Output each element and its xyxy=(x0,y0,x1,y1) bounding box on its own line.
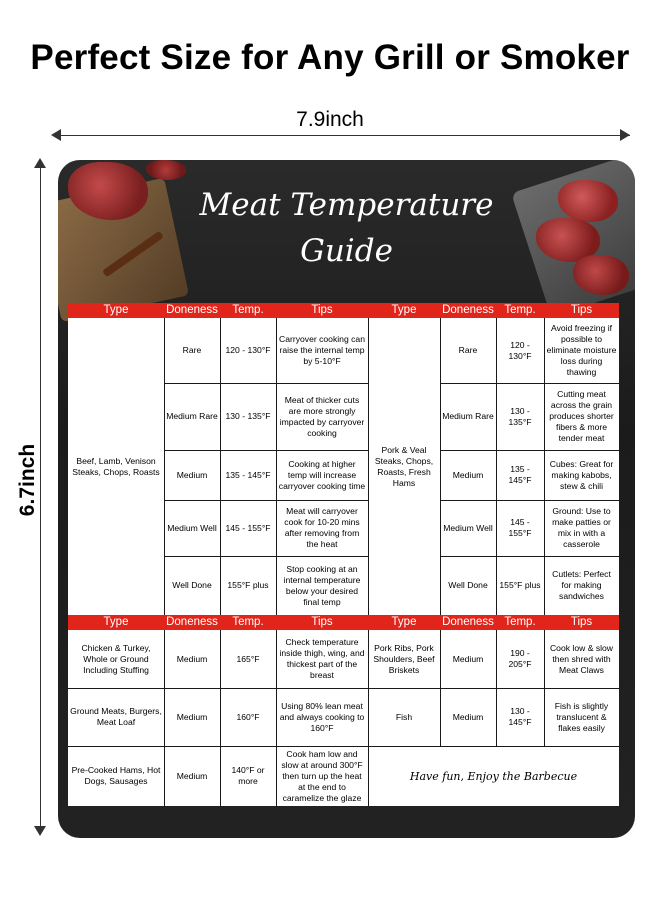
header-tips: Tips xyxy=(276,303,368,318)
tips-cell: Fish is slightly translucent & flakes easily xyxy=(554,700,609,733)
grid-line xyxy=(496,318,497,615)
tips-cell: Ground: Use to make patties or mix in with a casserole xyxy=(552,506,611,549)
header-temp: Temp. xyxy=(220,303,276,318)
grid-line xyxy=(164,500,368,501)
width-label: 7.9inch xyxy=(296,108,364,131)
doneness-cell: Rare xyxy=(458,345,478,355)
doneness-cell: Medium Well xyxy=(167,522,217,533)
grid-line xyxy=(164,450,368,451)
grid-line xyxy=(164,556,368,557)
temp-cell: 135 - 145°F xyxy=(508,464,532,485)
doneness-cell: Medium xyxy=(176,770,208,781)
header-temp: Temp. xyxy=(496,615,544,630)
grid-line xyxy=(220,318,221,615)
temp-cell: 130 - 135°F xyxy=(225,411,271,421)
tips-cell: Cooking at higher temp will increase carryover cooking time xyxy=(278,458,366,491)
tips-cell: Meat will carryover cook for 10-20 mins after removing from the heat xyxy=(284,506,360,549)
type-cell: Beef, Lamb, Venison Steaks, Chops, Roasts xyxy=(72,455,160,477)
doneness-cell: Well Done xyxy=(172,580,212,590)
temperature-table xyxy=(68,303,619,806)
grid-line xyxy=(276,318,277,615)
temp-cell: 130 - 135°F xyxy=(508,405,532,427)
arrow-left-icon xyxy=(51,129,61,141)
tips-cell: Carryover cooking can raise the internal temp by 5-10°F xyxy=(279,334,365,366)
grid-line xyxy=(368,630,369,806)
type-cell: Pre-Cooked Hams, Hot Dogs, Sausages xyxy=(71,765,161,786)
tips-cell: Cutting meat across the grain produces shorter fibers & more tender meat xyxy=(549,389,614,443)
header-type: Type xyxy=(68,615,164,630)
arrow-right-icon xyxy=(620,129,630,141)
header-temp: Temp. xyxy=(496,303,544,318)
tips-cell: Cutlets: Perfect for making sandwiches xyxy=(552,569,611,601)
grid-line xyxy=(164,630,165,806)
grid-line xyxy=(440,318,441,615)
header-tips: Tips xyxy=(544,615,619,630)
grid-line xyxy=(496,630,497,746)
arrow-down-icon xyxy=(34,826,46,836)
header-doneness: Doneness xyxy=(440,615,496,630)
grid-line xyxy=(440,383,619,384)
temp-cell: 155°F plus xyxy=(499,580,541,590)
header-type: Type xyxy=(368,303,440,318)
tips-cell: Meat of thicker cuts are more strongly impacted by carryover cooking xyxy=(279,394,365,438)
doneness-cell: Rare xyxy=(182,345,202,355)
doneness-cell: Medium Rare xyxy=(442,411,494,421)
doneness-cell: Well Done xyxy=(448,580,488,590)
temp-cell: 145 - 155°F xyxy=(508,517,532,538)
grid-line xyxy=(440,556,619,557)
grid-line xyxy=(440,630,441,746)
doneness-cell: Medium Rare xyxy=(166,411,218,421)
steak-image xyxy=(146,160,186,180)
tips-cell: Using 80% lean meat and always cooking to 160°F xyxy=(279,700,365,733)
header-doneness: Doneness xyxy=(164,615,220,630)
doneness-cell: Medium xyxy=(176,469,208,480)
header-doneness: Doneness xyxy=(440,303,496,318)
tips-cell: Cook ham low and slow at around 300°F then turn up the heat at the end to caramelize the glaze xyxy=(281,748,363,803)
height-label: 6.7inch xyxy=(16,443,39,517)
grid-line xyxy=(220,630,221,806)
tips-cell: Stop cooking at an internal temperature below your desired final temp xyxy=(283,563,361,607)
grid-line xyxy=(164,318,165,615)
headline: Perfect Size for Any Grill or Smoker xyxy=(30,38,630,77)
grid-line xyxy=(68,688,619,689)
temp-cell: 190 - 205°F xyxy=(508,648,532,669)
grid-line xyxy=(544,318,545,615)
grid-line xyxy=(440,450,619,451)
doneness-cell: Medium xyxy=(452,469,484,480)
height-dimension-line xyxy=(40,162,41,834)
header-type: Type xyxy=(68,303,164,318)
temp-cell: 160°F xyxy=(236,711,260,722)
board-title-line1: Meat Temperature xyxy=(199,187,494,223)
tips-cell: Cubes: Great for making kabobs, stew & chili xyxy=(549,458,614,491)
header-temp: Temp. xyxy=(220,615,276,630)
tips-cell: Cook low & slow then shred with Meat Claws xyxy=(549,642,614,675)
doneness-cell: Medium xyxy=(452,711,484,722)
temp-cell: 120 - 130°F xyxy=(508,339,532,361)
temp-cell: 135 - 145°F xyxy=(225,469,271,480)
board-title-line2: Guide xyxy=(300,233,393,269)
doneness-cell: Medium xyxy=(452,653,484,664)
width-dimension-line xyxy=(55,135,630,136)
type-cell: Pork Ribs, Pork Shoulders, Beef Briskets xyxy=(373,642,435,675)
temp-cell: 165°F xyxy=(236,653,260,664)
grid-line xyxy=(544,630,545,746)
header-tips: Tips xyxy=(276,615,368,630)
temp-cell: 155°F plus xyxy=(227,580,269,590)
header-type: Type xyxy=(368,615,440,630)
closing-note: Have fun, Enjoy the Barbecue xyxy=(409,769,578,783)
header-doneness: Doneness xyxy=(164,303,220,318)
tips-cell: Avoid freezing if possible to eliminate moisture loss during thawing xyxy=(546,323,617,377)
grid-line xyxy=(368,318,369,615)
grid-line xyxy=(440,500,619,501)
temp-cell: 140°F or more xyxy=(231,765,265,786)
type-cell: Chicken & Turkey, Whole or Ground Including Stuffing xyxy=(81,642,151,675)
grid-line xyxy=(164,383,368,384)
type-cell: Pork & Veal Steaks, Chops, Roasts, Fresh Hams xyxy=(374,444,434,488)
header-tips: Tips xyxy=(544,303,619,318)
tips-cell: Check temperature inside thigh, wing, and thickest part of the breast xyxy=(279,637,365,680)
temp-cell: 130 - 145°F xyxy=(508,706,532,727)
board-title xyxy=(58,182,635,274)
temp-cell: 120 - 130°F xyxy=(225,345,271,355)
doneness-cell: Medium xyxy=(176,711,208,722)
temp-cell: 145 - 155°F xyxy=(225,522,271,533)
arrow-up-icon xyxy=(34,158,46,168)
doneness-cell: Medium Well xyxy=(443,522,493,533)
type-cell: Ground Meats, Burgers, Meat Loaf xyxy=(70,706,162,727)
grid-line xyxy=(68,746,619,747)
type-cell: Fish xyxy=(395,711,413,722)
doneness-cell: Medium xyxy=(176,653,208,664)
grid-line xyxy=(276,630,277,806)
